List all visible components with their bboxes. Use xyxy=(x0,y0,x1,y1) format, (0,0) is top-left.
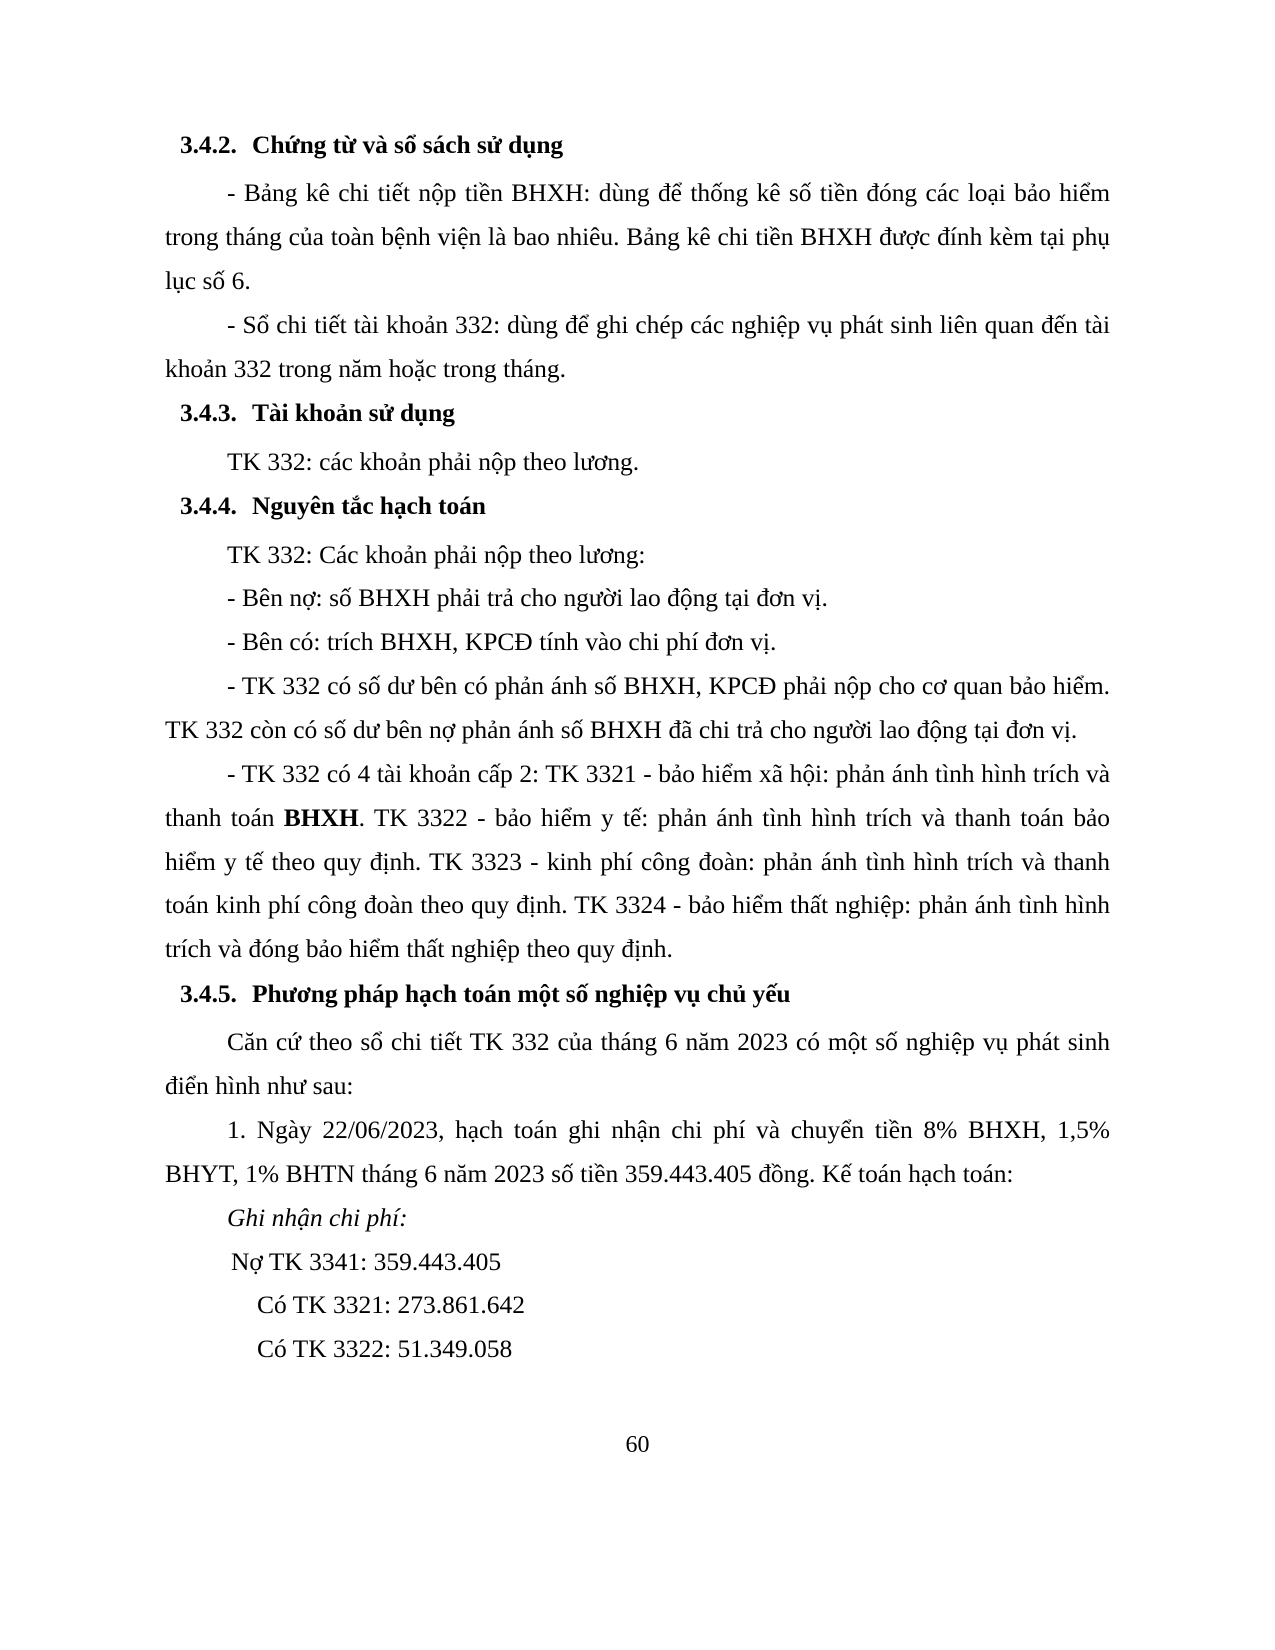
paragraph: - Bảng kê chi tiết nộp tiền BHXH: dùng để thống kê số tiền đóng các loại bảo hiểm trong tháng của toàn bệnh viện là bao nhiêu. Bảng kê chi tiền BHXH được đính kèm tại phụ lục số 6. xyxy=(165,178,1110,295)
page-number: 60 xyxy=(625,1432,650,1458)
emphasized-term: BHXH xyxy=(283,802,359,832)
paragraph: - Bên nợ: số BHXH phải trả cho người lao động tại đơn vị. xyxy=(227,583,828,613)
section-number: 3.4.4. xyxy=(180,491,237,521)
section-title: Chứng từ và sổ sách sử dụng xyxy=(252,130,564,159)
paragraph: TK 332: Các khoản phải nộp theo lương: xyxy=(227,539,646,569)
paragraph-with-emphasis xyxy=(165,752,1110,971)
section-heading-3-4-3 xyxy=(165,396,1110,429)
section-heading-3-4-5 xyxy=(165,977,1110,1010)
paragraph: - TK 332 có số dư bên có phản ánh số BHXH, KPCĐ phải nộp cho cơ quan bảo hiểm. TK 332 còn có số dư bên nợ phản ánh số BHXH đã chi trả cho người lao động tại đơn vị. xyxy=(165,671,1110,745)
section-number: 3.4.2. xyxy=(180,130,237,159)
section-title: Nguyên tắc hạch toán xyxy=(252,491,486,521)
paragraph: - Bên có: trích BHXH, KPCĐ tính vào chi phí đơn vị. xyxy=(227,627,777,657)
journal-note: Ghi nhận chi phí: xyxy=(227,1202,408,1232)
paragraph-part-1: - TK 332 có 4 tài khoản cấp 2: TK 3321 - bảo hiểm xã hội: phản ánh tình hình trích và thanh toán xyxy=(165,758,1110,832)
journal-entry-debit: Nợ TK 3341: 359.443.405 xyxy=(231,1246,502,1276)
page-content xyxy=(165,128,1110,1371)
section-title: Tài khoản sử dụng xyxy=(252,398,455,428)
paragraph-part-2: . TK 3322 - bảo hiểm y tế: phản ánh tình hình trích và thanh toán bảo hiểm y tế theo quy định. TK 3323 - kinh phí công đoàn: phản ánh tình hình trích và thanh toán kinh phí công đoàn theo quy định. TK 3324 - bảo hiểm thất nghiệp: phản ánh tình hình trích và đóng bảo hiểm thất nghiệp theo quy định. xyxy=(165,802,1110,964)
section-heading-3-4-4 xyxy=(165,489,1110,522)
paragraph: - Sổ chi tiết tài khoản 332: dùng để ghi chép các nghiệp vụ phát sinh liên quan đến tài khoản 332 trong năm hoặc trong tháng. xyxy=(165,309,1110,383)
paragraph: TK 332: các khoản phải nộp theo lương. xyxy=(227,446,640,476)
section-title: Phương pháp hạch toán một số nghiệp vụ chủ yếu xyxy=(252,979,791,1009)
journal-entry-credit: Có TK 3322: 51.349.058 xyxy=(257,1334,513,1364)
paragraph: Căn cứ theo sổ chi tiết TK 332 của tháng 6 năm 2023 có một số nghiệp vụ phát sinh điển hình như sau: xyxy=(165,1027,1110,1101)
paragraph: 1. Ngày 22/06/2023, hạch toán ghi nhận chi phí và chuyển tiền 8% BHXH, 1,5% BHYT, 1% BHTN tháng 6 năm 2023 số tiền 359.443.405 đồng. Kế toán hạch toán: xyxy=(165,1115,1110,1188)
section-heading-3-4-2 xyxy=(165,128,1110,161)
journal-entry-credit: Có TK 3321: 273.861.642 xyxy=(257,1290,525,1320)
section-number: 3.4.3. xyxy=(180,398,237,428)
section-number: 3.4.5. xyxy=(180,979,237,1009)
